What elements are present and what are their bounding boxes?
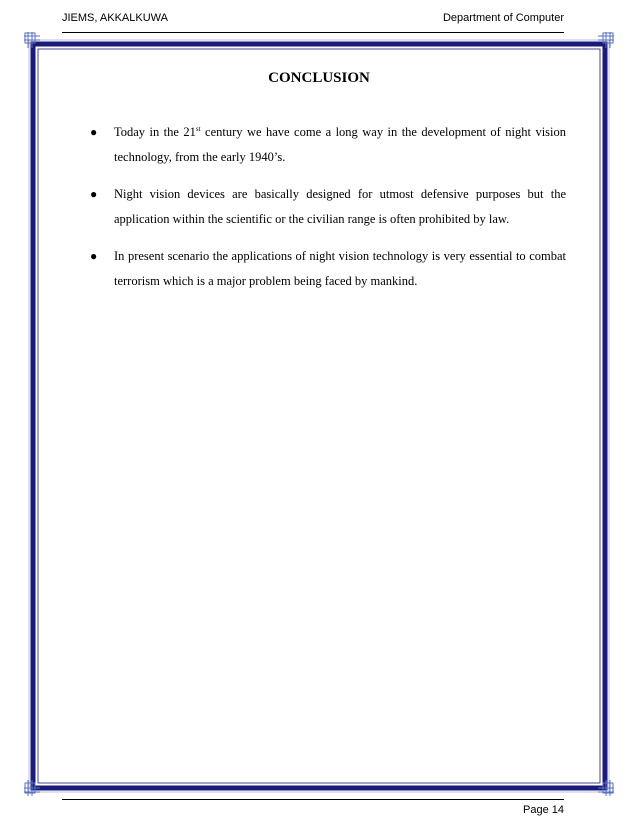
bullet-item bbox=[90, 244, 566, 294]
bullet-text: In present scenario the applications of night vision technology is very essential to combat terrorism which is a major problem being faced by mankind. bbox=[114, 249, 566, 288]
bullet-dot-icon: ● bbox=[90, 187, 98, 201]
page-title: CONCLUSION bbox=[268, 70, 370, 86]
bullet-item bbox=[90, 182, 566, 232]
bullet-text-part: century we have come a long way in the development of night vision technology, from the early 1940’s. bbox=[114, 125, 567, 164]
bullet-item bbox=[90, 120, 566, 170]
header-institution: JIEMS, AKKALKUWA bbox=[62, 12, 168, 24]
bullet-text bbox=[114, 125, 566, 164]
conclusion-bullet-list bbox=[90, 120, 566, 306]
header-department: Department of Computer bbox=[442, 12, 564, 24]
bullet-dot-icon: ● bbox=[90, 125, 98, 139]
corner-ornament-icon bbox=[598, 780, 614, 796]
page-number: Page 14 bbox=[523, 804, 564, 816]
bullet-text-part: Today in the 21 bbox=[114, 125, 196, 139]
bullet-dot-icon: ● bbox=[90, 249, 98, 263]
bullet-text: Night vision devices are basically designed for utmost defensive purposes but the application within the scientific or the civilian range is often prohibited by law. bbox=[114, 187, 566, 226]
page-footer bbox=[62, 799, 564, 819]
bullet-superscript: st bbox=[195, 124, 201, 133]
